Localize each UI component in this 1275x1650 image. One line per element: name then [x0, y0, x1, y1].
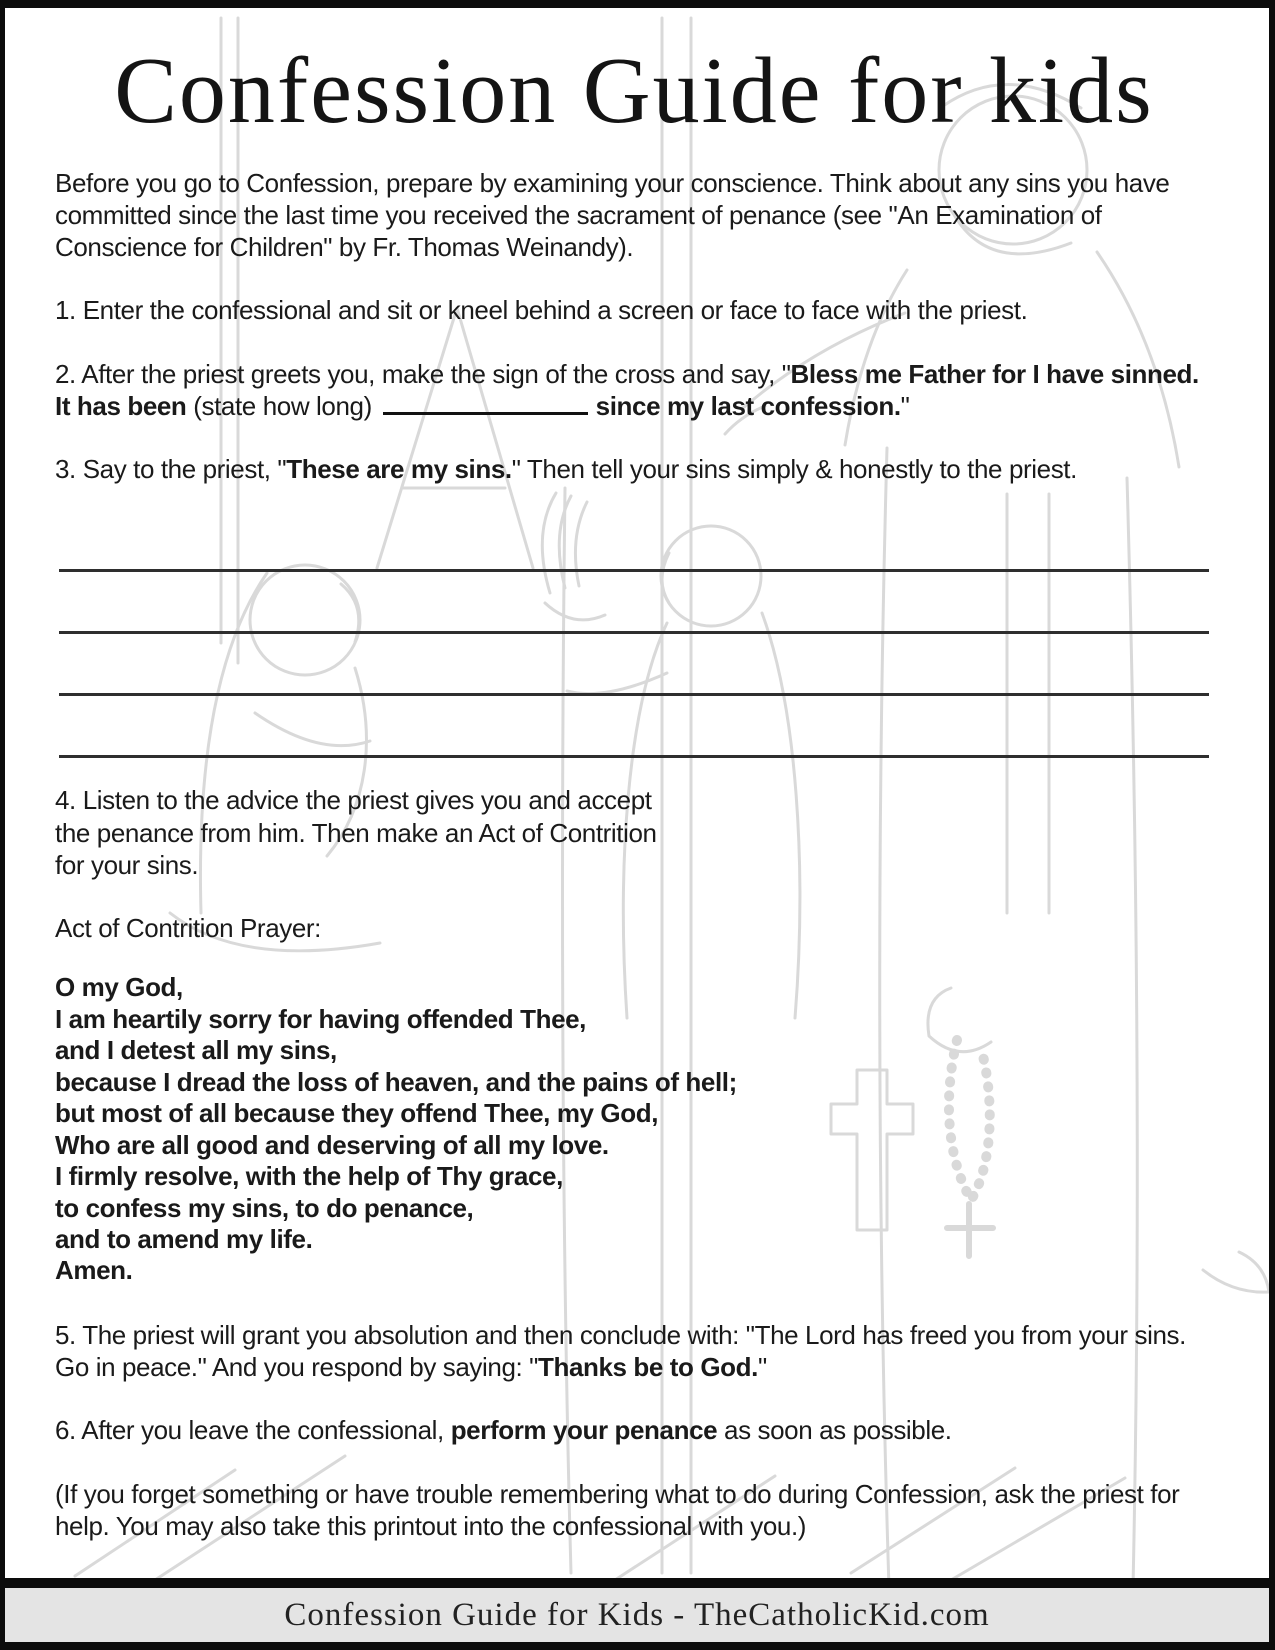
prayer-line: and I detest all my sins, — [55, 1035, 337, 1066]
answer-line-3 — [59, 693, 1209, 696]
page-content — [5, 8, 1269, 1542]
sins-writing-area — [59, 569, 1209, 758]
step-6-tail: as soon as possible. — [717, 1415, 952, 1446]
step-1: 1. Enter the confessional and sit or kneel behind a screen or face to face with the priest. — [55, 295, 1028, 326]
page-footer — [5, 1578, 1269, 1650]
act-of-contrition-prayer — [55, 972, 1213, 1287]
step-5-lead: 5. The priest will grant you absolution and then conclude with: "The Lord has freed you from your sins. Go in peace." And you respond by saying: " — [55, 1319, 1186, 1383]
answer-line-1 — [59, 569, 1209, 572]
step-2-bold-phrase: Bless me Father for I have sinned. It has been — [55, 358, 1199, 421]
step-3-bold-phrase: These are my sins. — [286, 454, 512, 485]
prayer-line: Amen. — [55, 1255, 133, 1286]
prayer-label: Act of Contrition Prayer: — [55, 913, 321, 944]
prayer-line: to confess my sins, to do penance, — [55, 1192, 474, 1223]
footer-band — [5, 1588, 1269, 1650]
page-title: Confession Guide for kids — [114, 39, 1154, 143]
intro-paragraph: Before you go to Confession, prepare by examining your conscience. Think about any sins you have committed since the last time you received the sacrament of penance (see "An Examination of Conscience for Children" by Fr. Thomas Weinandy). — [55, 167, 1170, 263]
step-2-lead: 2. After the priest greets you, make the sign of the cross and say, " — [55, 358, 791, 389]
step-3-lead: 3. Say to the priest, " — [55, 454, 287, 485]
prayer-line: I am heartily sorry for having offended Thee, — [55, 1003, 587, 1034]
step-6-lead: 6. After you leave the confessional, — [55, 1415, 451, 1446]
footer-text: Confession Guide for Kids - TheCatholicKid.com — [284, 1596, 990, 1633]
step-5-tail: " — [757, 1352, 767, 1383]
fill-in-blank-line — [383, 390, 588, 415]
step-3 — [55, 453, 1213, 485]
step-6 — [55, 1414, 1213, 1446]
step-5 — [55, 1319, 1213, 1383]
prayer-line: and to amend my life. — [55, 1223, 313, 1254]
footer-top-bar — [5, 1578, 1269, 1588]
prayer-line: I firmly resolve, with the help of Thy grace, — [55, 1161, 563, 1192]
help-note: (If you forget something or have trouble remembering what to do during Confession, ask the priest for help. You may also take this printout into the confessional with you.) — [55, 1478, 1180, 1541]
step-6-bold-phrase: perform your penance — [450, 1415, 718, 1446]
step-2-bold-phrase-2: since my last confession. — [595, 390, 901, 421]
step-2 — [55, 358, 1213, 423]
prayer-line: Who are all good and deserving of all my love. — [55, 1129, 609, 1160]
prayer-line: O my God, — [55, 972, 183, 1003]
answer-line-4 — [59, 755, 1209, 758]
step-5-bold-phrase: Thanks be to God. — [537, 1352, 758, 1383]
step-2-tail: " — [900, 390, 910, 421]
step-3-tail: " Then tell your sins simply & honestly to the priest. — [511, 454, 1077, 485]
prayer-line: but most of all because they offend Thee, my God, — [55, 1098, 659, 1129]
answer-line-2 — [59, 631, 1209, 634]
step-2-mid: (state how long) — [186, 390, 379, 421]
step-4: 4. Listen to the advice the priest gives you and accept the penance from him. Then make an Act of Contrition for your sins. — [55, 785, 657, 880]
prayer-line: because I dread the loss of heaven, and the pains of hell; — [55, 1066, 737, 1097]
